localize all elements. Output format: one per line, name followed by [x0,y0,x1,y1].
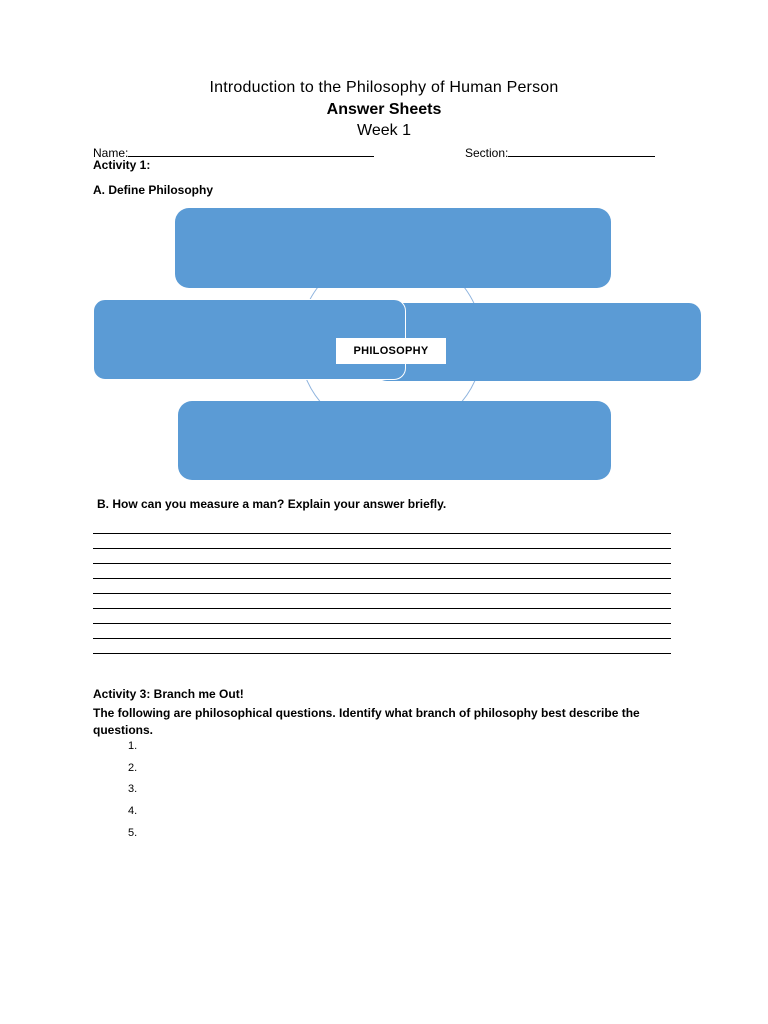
sheet-title: Answer Sheets [326,101,442,118]
list-item: 5. [128,827,138,839]
section-label: Section: [465,146,509,160]
answer-line[interactable] [93,548,671,549]
answer-line[interactable] [93,623,671,624]
answer-line[interactable] [93,533,671,534]
week-label: Week 1 [357,122,411,139]
part-b-question: B. How can you measure a man? Explain your answer briefly. [97,497,447,511]
answer-line[interactable] [93,593,671,594]
activity3-instructions: The following are philosophical questions. Identify what branch of philosophy best describe the questions. [93,706,640,737]
answer-line[interactable] [93,608,671,609]
diagram-box-bottom[interactable] [178,401,611,480]
answer-line[interactable] [93,563,671,564]
list-item: 3. [128,783,138,795]
diagram-box-top[interactable] [175,208,611,288]
answer-line[interactable] [93,578,671,579]
answer-line[interactable] [93,653,671,654]
diagram-center-label: PHILOSOPHY [336,338,446,364]
activity3-title: Activity 3: Branch me Out! [93,687,244,701]
list-item: 1. [128,740,138,752]
answer-line[interactable] [93,638,671,639]
activity1-title: Activity 1: [93,158,151,172]
list-item: 4. [128,805,138,817]
list-item: 2. [128,762,138,774]
course-title: Introduction to the Philosophy of Human Person [209,79,559,96]
part-a-label: A. Define Philosophy [93,183,214,197]
name-label: Name: [93,146,129,160]
